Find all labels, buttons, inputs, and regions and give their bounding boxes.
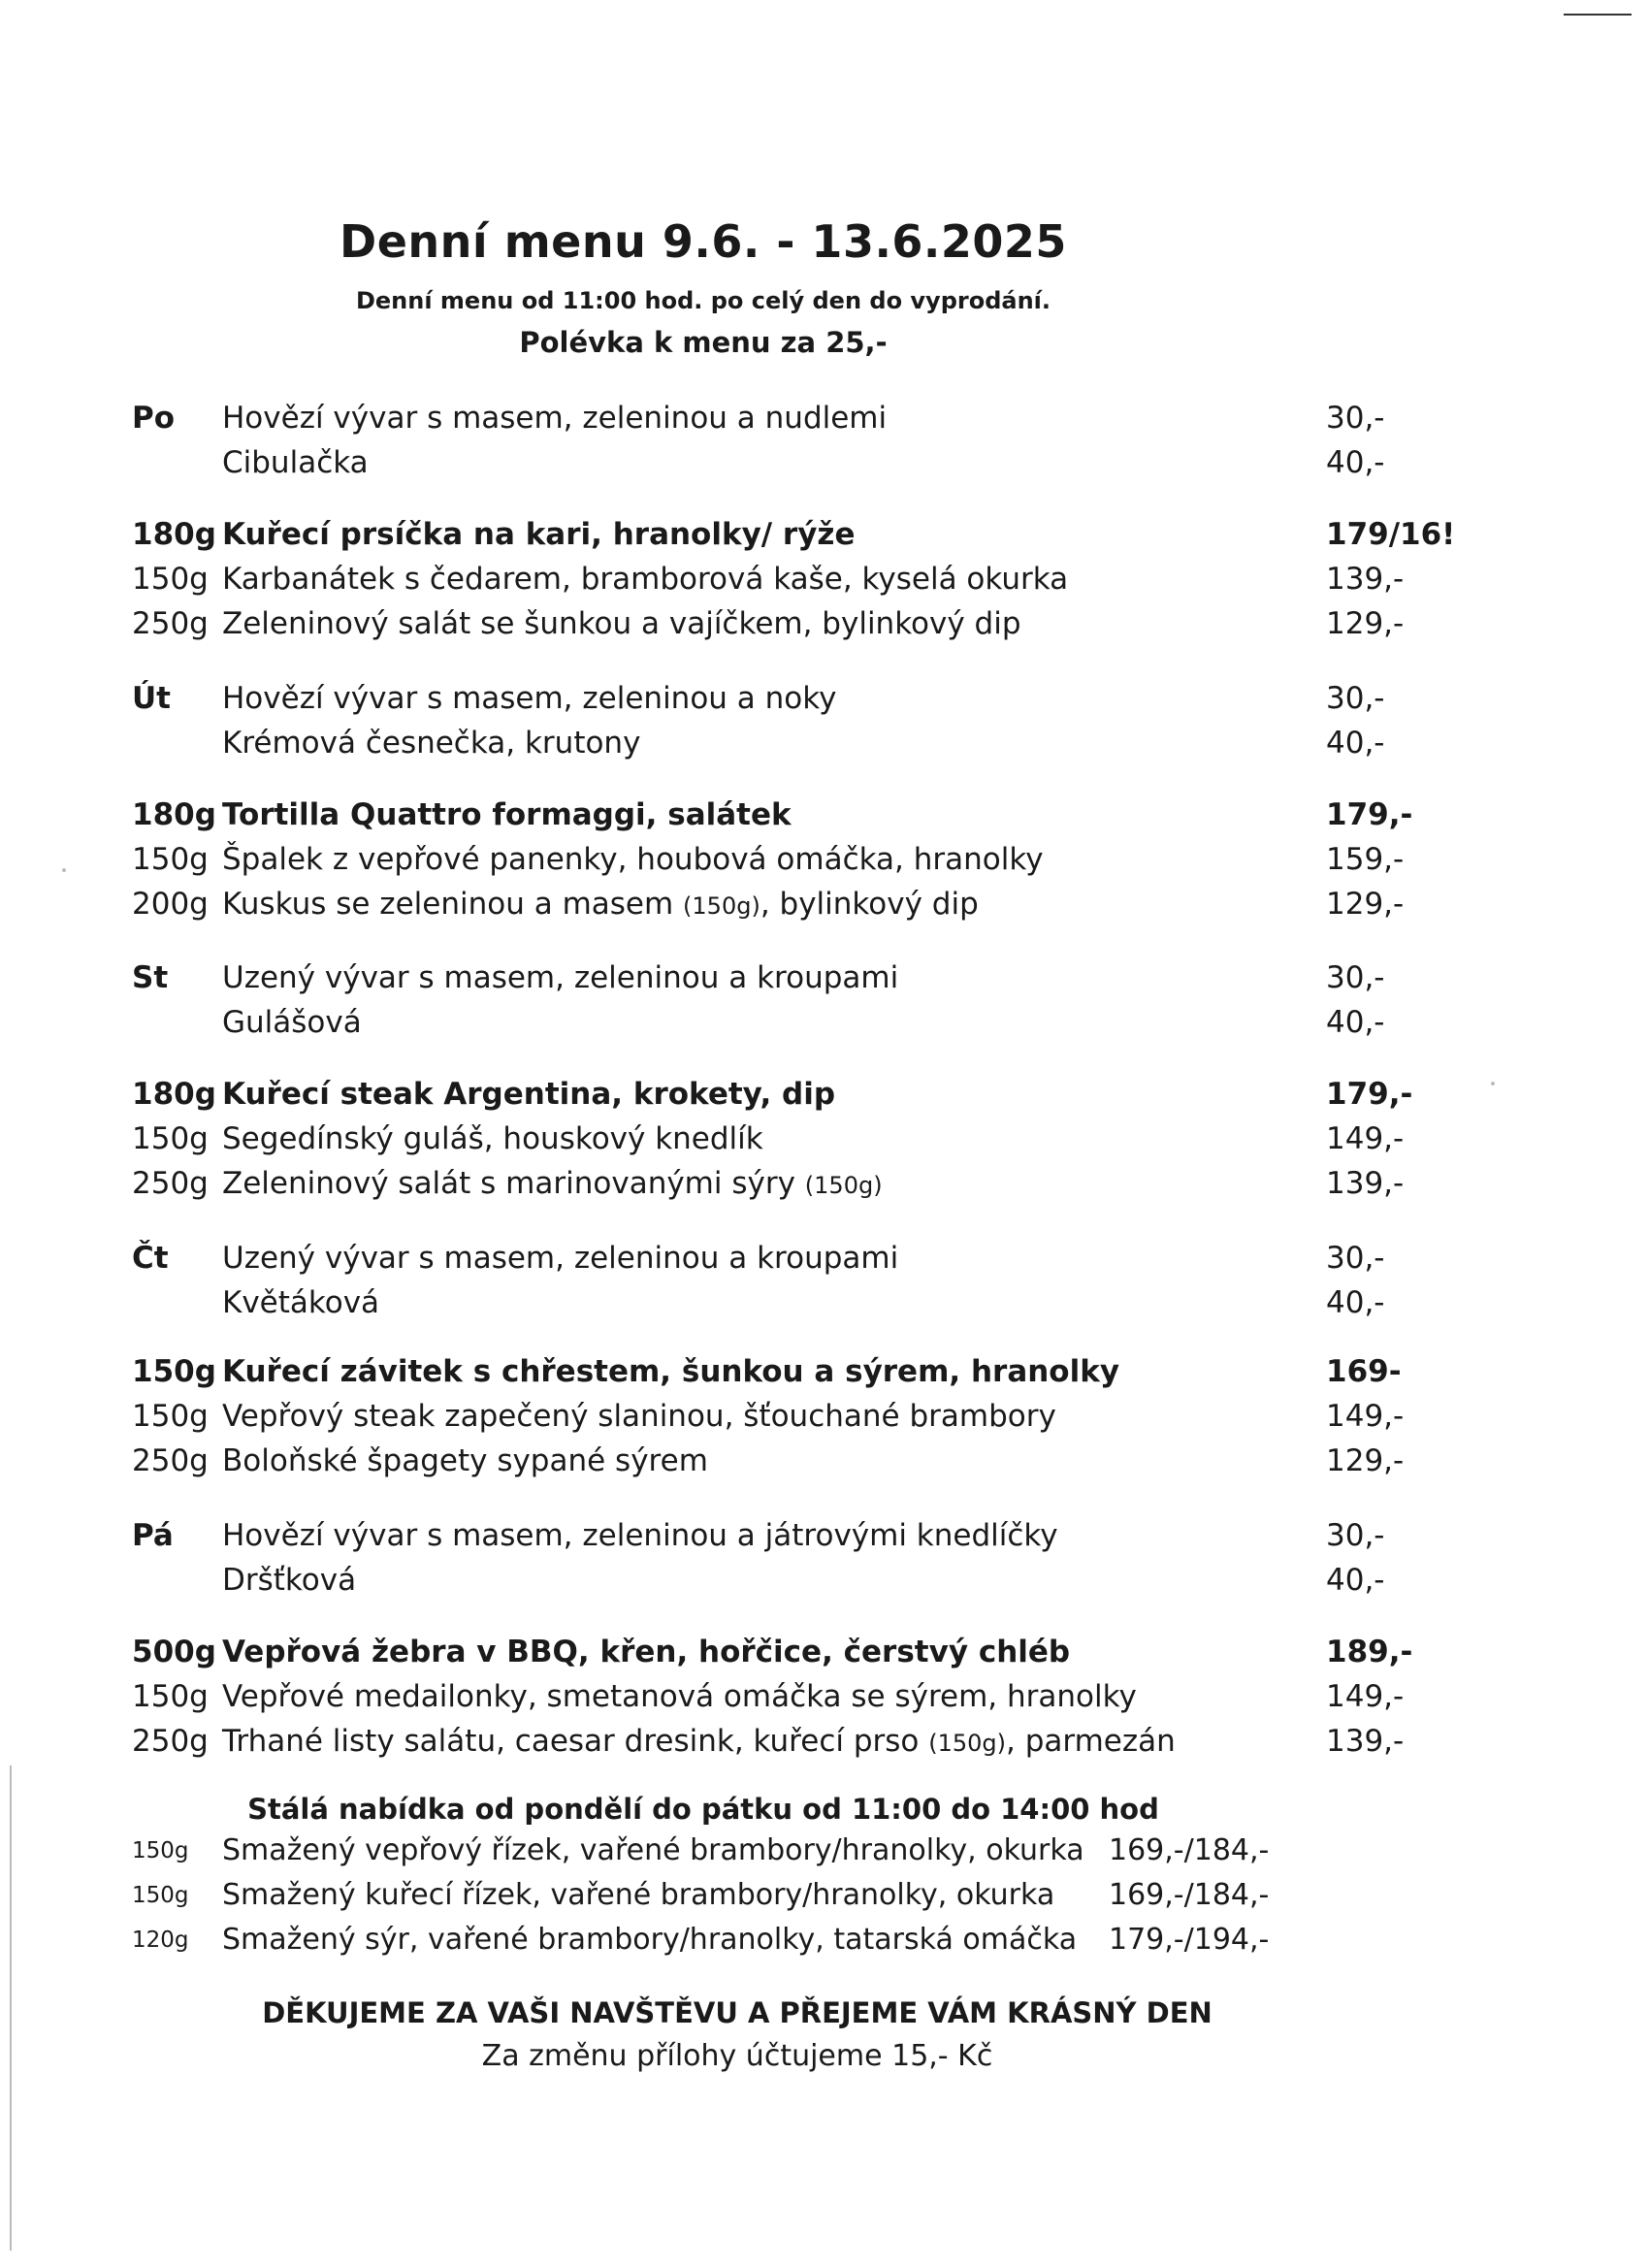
menu-item-row xyxy=(0,1163,1649,1204)
day-label: St xyxy=(132,960,169,995)
dish-name xyxy=(222,1676,1137,1717)
menu-item-row xyxy=(0,884,1649,924)
dish-name xyxy=(222,1351,1119,1392)
dish-text: Zeleninový salát se šunkou a vajíčkem, bylinkový dip xyxy=(222,606,1021,641)
dish-text: Vepřová žebra v BBQ, křen, hořčice, čerstvý chléb xyxy=(222,1635,1071,1669)
dish-text: Cibulačka xyxy=(222,445,369,480)
menu-item-row xyxy=(0,1118,1649,1159)
day-label: Út xyxy=(132,681,171,716)
scan-edge-mark xyxy=(1564,14,1632,16)
price: 179/16! xyxy=(1326,517,1456,552)
dish-name xyxy=(222,1282,379,1323)
portion-weight: 150g xyxy=(132,562,209,597)
price: 30,- xyxy=(1326,1518,1385,1553)
price: 179,- xyxy=(1326,1077,1413,1112)
menu-item-row xyxy=(0,559,1649,599)
standing-offer-row xyxy=(0,1920,1649,1960)
dish-text-suffix: , bylinkový dip xyxy=(760,887,979,922)
dish-name xyxy=(222,1002,362,1043)
menu-item-row xyxy=(0,794,1649,835)
price: 30,- xyxy=(1326,1241,1385,1276)
dish-name xyxy=(222,884,979,926)
menu-item-row xyxy=(0,514,1649,555)
dish-text-suffix: , parmezán xyxy=(1006,1724,1176,1759)
dish-name xyxy=(222,839,1044,880)
price: 30,- xyxy=(1326,401,1385,436)
dish-text: Tortilla Quattro formaggi, salátek xyxy=(222,797,792,832)
price: 129,- xyxy=(1326,1443,1405,1478)
standing-offer-heading: Stálá nabídka od pondělí do pátku od 11:00 do 14:00 hod xyxy=(247,1793,1159,1826)
dish-name xyxy=(222,1632,1070,1672)
portion-weight: 180g xyxy=(132,517,216,552)
service-hours-note: Denní menu od 11:00 hod. po celý den do vyprodání. xyxy=(355,287,1051,314)
dish-name xyxy=(222,723,640,763)
dish-name xyxy=(222,957,898,998)
price: 139,- xyxy=(1326,1166,1405,1201)
thank-you-note: DĚKUJEME ZA VAŠI NAVŠTĚVU A PŘEJEME VÁM KRÁSNÝ DEN xyxy=(262,1996,1212,2029)
day-label: Pá xyxy=(132,1518,174,1553)
dish-text: Hovězí vývar s masem, zeleninou a noky xyxy=(222,681,837,716)
menu-item-row xyxy=(0,1282,1649,1323)
portion-weight: 250g xyxy=(132,1166,209,1201)
dish-text: Karbanátek s čedarem, bramborová kaše, kyselá okurka xyxy=(222,562,1069,597)
portion-weight: 150g xyxy=(132,842,209,877)
price: 169,-/184,- xyxy=(1109,1833,1270,1867)
price: 159,- xyxy=(1326,842,1405,877)
portion-weight: 150g xyxy=(132,1354,216,1389)
side-dish-change-note: Za změnu přílohy účtujeme 15,- Kč xyxy=(481,2039,993,2073)
price: 40,- xyxy=(1326,726,1385,761)
day-label: Po xyxy=(132,401,176,436)
price: 129,- xyxy=(1326,887,1405,922)
dish-name xyxy=(222,1396,1056,1437)
price: 189,- xyxy=(1326,1635,1413,1669)
dish-name: Smažený sýr, vařené brambory/hranolky, tatarská omáčka xyxy=(222,1923,1078,1957)
menu-item-row xyxy=(0,603,1649,644)
dish-name xyxy=(222,794,792,835)
dish-name xyxy=(222,1163,883,1206)
dish-text: Hovězí vývar s masem, zeleninou a nudlemi xyxy=(222,401,888,436)
day-row xyxy=(0,398,1649,438)
dish-text: Vepřové medailonky, smetanová omáčka se sýrem, hranolky xyxy=(222,1679,1137,1714)
price: 40,- xyxy=(1326,1563,1385,1598)
dish-name xyxy=(222,1238,898,1279)
dish-text: Segedínský guláš, houskový knedlík xyxy=(222,1121,763,1156)
dish-name xyxy=(222,1118,763,1159)
dish-name xyxy=(222,603,1021,644)
price: 40,- xyxy=(1326,445,1385,480)
price: 40,- xyxy=(1326,1005,1385,1040)
dish-name xyxy=(222,1441,708,1481)
standing-offer-row xyxy=(0,1875,1649,1916)
price: 40,- xyxy=(1326,1285,1385,1320)
menu-item-row xyxy=(0,839,1649,880)
dish-text: Kuřecí závitek s chřestem, šunkou a sýrem, hranolky xyxy=(222,1354,1120,1389)
price: 179,- xyxy=(1326,797,1413,832)
dish-text: Krémová česnečka, krutony xyxy=(222,726,641,761)
dish-text: Gulášová xyxy=(222,1005,362,1040)
price: 179,-/194,- xyxy=(1109,1923,1270,1957)
menu-item-row xyxy=(0,1560,1649,1601)
dish-name xyxy=(222,398,887,438)
dish-name xyxy=(222,514,855,555)
dish-text: Boloňské špagety sypané sýrem xyxy=(222,1443,708,1478)
dish-text: Kuřecí steak Argentina, krokety, dip xyxy=(222,1077,836,1112)
price: 139,- xyxy=(1326,562,1405,597)
day-row xyxy=(0,678,1649,719)
day-row xyxy=(0,1515,1649,1556)
portion-weight: 150g xyxy=(132,1399,209,1434)
standing-offer-row xyxy=(0,1831,1649,1871)
menu-item-row xyxy=(0,1441,1649,1481)
dish-meat-weight: (150g) xyxy=(928,1730,1007,1757)
portion-weight: 500g xyxy=(132,1635,216,1669)
menu-item-row xyxy=(0,1632,1649,1672)
dish-text: Zeleninový salát s marinovanými sýry xyxy=(222,1166,795,1201)
dish-meat-weight: (150g) xyxy=(804,1172,883,1199)
price: 149,- xyxy=(1326,1121,1405,1156)
portion-weight: 200g xyxy=(132,887,209,922)
portion-weight: 180g xyxy=(132,797,216,832)
price: 169,-/184,- xyxy=(1109,1878,1270,1912)
soup-price-note: Polévka k menu za 25,- xyxy=(519,326,888,359)
portion-weight: 150g xyxy=(132,1679,209,1714)
page-title: Denní menu 9.6. - 13.6.2025 xyxy=(340,215,1067,268)
dish-name xyxy=(222,559,1068,599)
menu-item-row xyxy=(0,1721,1649,1762)
dish-name xyxy=(222,1074,835,1115)
menu-item-row xyxy=(0,442,1649,483)
portion-weight: 150g xyxy=(132,1838,189,1863)
dish-text: Dršťková xyxy=(222,1563,357,1598)
dish-text: Kuskus se zeleninou a masem xyxy=(222,887,674,922)
dish-text: Uzený vývar s masem, zeleninou a kroupami xyxy=(222,960,899,995)
price: 149,- xyxy=(1326,1399,1405,1434)
day-row xyxy=(0,1238,1649,1279)
dish-text: Květáková xyxy=(222,1285,380,1320)
dish-name xyxy=(222,1721,1176,1764)
menu-item-row xyxy=(0,723,1649,763)
dish-text: Hovězí vývar s masem, zeleninou a játrovými knedlíčky xyxy=(222,1518,1058,1553)
price: 129,- xyxy=(1326,606,1405,641)
portion-weight: 150g xyxy=(132,1883,189,1908)
price: 169- xyxy=(1326,1354,1402,1389)
dish-meat-weight: (150g) xyxy=(683,892,760,920)
dish-text: Kuřecí prsíčka na kari, hranolky/ rýže xyxy=(222,517,856,552)
dish-name: Smažený vepřový řízek, vařené brambory/hranolky, okurka xyxy=(222,1833,1084,1867)
price: 30,- xyxy=(1326,960,1385,995)
dish-name xyxy=(222,1560,356,1601)
dish-text: Špalek z vepřové panenky, houbová omáčka, hranolky xyxy=(222,842,1044,877)
portion-weight: 120g xyxy=(132,1928,189,1953)
menu-item-row xyxy=(0,1676,1649,1717)
dish-name: Smažený kuřecí řízek, vařené brambory/hranolky, okurka xyxy=(222,1878,1055,1912)
portion-weight: 180g xyxy=(132,1077,216,1112)
menu-item-row xyxy=(0,1351,1649,1392)
dish-text: Vepřový steak zapečený slaninou, šťouchané brambory xyxy=(222,1399,1056,1434)
dish-name xyxy=(222,442,369,483)
dish-text: Trhané listy salátu, caesar dresink, kuřecí prso xyxy=(222,1724,920,1759)
menu-item-row xyxy=(0,1074,1649,1115)
portion-weight: 250g xyxy=(132,606,209,641)
day-label: Čt xyxy=(132,1241,169,1276)
day-row xyxy=(0,957,1649,998)
portion-weight: 250g xyxy=(132,1443,209,1478)
menu-item-row xyxy=(0,1002,1649,1043)
portion-weight: 250g xyxy=(132,1724,209,1759)
price: 149,- xyxy=(1326,1679,1405,1714)
price: 139,- xyxy=(1326,1724,1405,1759)
menu-item-row xyxy=(0,1396,1649,1437)
portion-weight: 150g xyxy=(132,1121,209,1156)
price: 30,- xyxy=(1326,681,1385,716)
dish-text: Uzený vývar s masem, zeleninou a kroupami xyxy=(222,1241,899,1276)
dish-name xyxy=(222,678,836,719)
dish-name xyxy=(222,1515,1058,1556)
